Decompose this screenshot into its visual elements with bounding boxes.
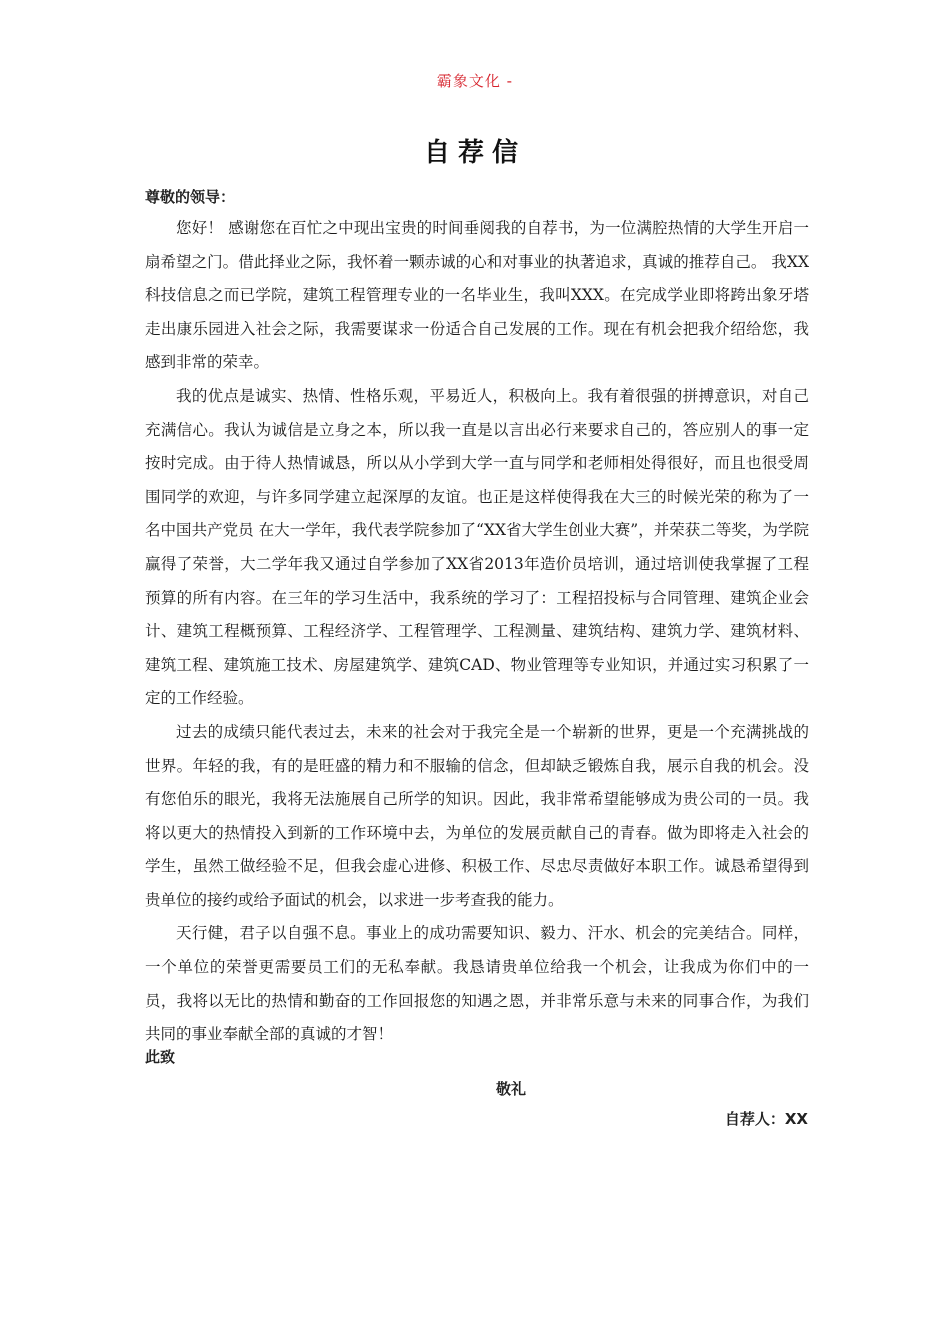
letter-body (145, 212, 809, 1052)
salutation: 尊敬的领导： (145, 188, 236, 206)
page-title: 自荐信 (423, 138, 526, 168)
header-watermark: 霸象文化 - (436, 72, 514, 90)
paragraph: 过去的成绩只能代表过去，未来的社会对于我完全是一个崭新的世界，更是一个充满挑战的世界。年轻的我，有的是旺盛的精力和不服输的信念，但却缺乏锻炼自我，展示自我的机会。没有您伯乐的眼光，我将无法施展自己所学的知识。因此，我非常希望能够成为贵公司的一员。我将以更大的热情投入到新的工作环境中去，为单位的发展贡献自己的青春。做为即将走入社会的学生，虽然工做经验不足，但我会虚心进修、积极工作、尽忠尽责做好本职工作。诚恳希望得到贵单位的接约或给予面试的机会，以求进一步考查我的能力。 (145, 722, 809, 909)
paragraph: 您好！ 感谢您在百忙之中现出宝贵的时间垂阅我的自荐书，为一位满腔热情的大学生开启一扇希望之门。借此择业之际，我怀着一颗赤诚的心和对事业的执著追求，真诚的推荐自己。 我XX科技信息之而已学院，建筑工程管理专业的一名毕业生，我叫XXX。在完成学业即将跨出象牙塔走出康乐园进入社会之际，我需要谋求一份适合自己发展的工作。现在有机会把我介绍给您，我感到非常的荣幸。 (145, 219, 809, 372)
paragraph: 天行健，君子以自强不息。事业上的成功需要知识、毅力、汗水、机会的完美结合。同样，一个单位的荣誉更需要员工们的无私奉献。我恳请贵单位给我一个机会，让我成为你们中的一员，我将以无比的热情和勤奋的工作回报您的知遇之恩，并非常乐意与未来的同事合作，为我们共同的事业奉献全部的真诚的才智！ (145, 924, 809, 1044)
signature: 自荐人：XX (724, 1110, 808, 1128)
paragraph: 我的优点是诚实、热情、性格乐观，平易近人，积极向上。我有着很强的拼搏意识，对自己充满信心。我认为诚信是立身之本，所以我一直是以言出必行来要求自己的，答应别人的事一定按时完成。由于待人热情诚恳，所以从小学到大学一直与同学和老师相处得很好，而且也很受周围同学的欢迎，与许多同学建立起深厚的友谊。也正是这样使得我在大三的时候光荣的称为了一名中国共产党员 在大一学年，我代表学院参加了“XX省大学生创业大赛”，并荣获二等奖，为学院赢得了荣誉，大二学年我又通过自学参加了XX省2013年造价员培训，通过培训使我掌握了工程预算的所有内容。在三年的学习生活中，我系统的学习了：工程招投标与合同管理、建筑企业会计、建筑工程概预算、工程经济学、工程管理学、工程测量、建筑结构、建筑力学、建筑材料、建筑工程、建筑施工技术、房屋建筑学、建筑CAD、物业管理等专业知识，并通过实习积累了一定的工作经验。 (145, 386, 809, 708)
regards-line: 敬礼 (496, 1080, 527, 1098)
closing-line: 此致 (145, 1048, 176, 1066)
